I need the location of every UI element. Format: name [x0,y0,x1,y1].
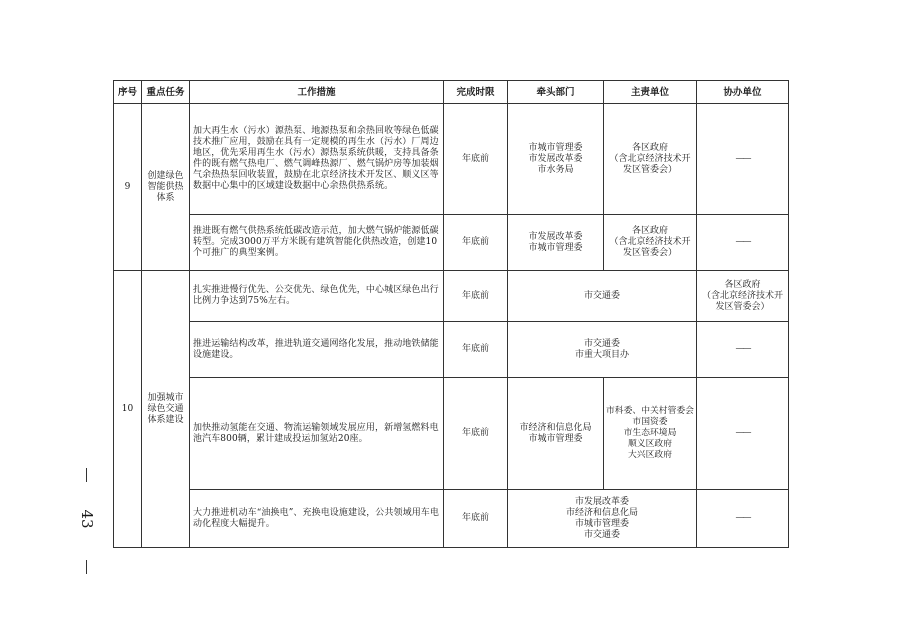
assist-unit-cell [697,215,789,271]
assist-unit-value: —— [735,344,750,354]
measure-cell: 加大再生水（污水）源热泵、地源热泵和余热回收等绿色低碳技术推广应用，鼓励在具有一定规模的再生水（污水）厂周边地区，优先采用再生水（污水）源热泵系统供暖，支持具备条件的既有燃气热电厂、燃气调峰热源厂、燃气锅炉房等加装烟气余热热泵回收装置，鼓励在北京经济技术开发区、顺义区等数据中心集中的区域建设数据中心余热供热系统。 [190,104,444,215]
assist-unit-cell [697,322,789,378]
page-number: 43 [78,509,96,529]
table-header-row [114,81,789,104]
measure-cell: 扎实推进慢行优先、公交优先、绿色优先，中心城区绿色出行比例力争达到75%左右。 [190,271,444,322]
main-unit-cell: 市科委、中关村管委会 市国资委 市生态环境局 顺义区政府 大兴区政府 [604,378,697,490]
seq-cell: 9 [114,104,142,271]
lead-main-merged-cell: 市交通委 [508,271,697,322]
task-cell: 加强城市 绿色交通 体系建设 [142,271,190,548]
lead-main-merged-cell: 市交通委 市重大项目办 [508,322,697,378]
lead-dept-cell: 市发展改革委 市城市管理委 [508,215,604,271]
assist-unit-value: —— [735,428,750,438]
measure-cell: 推进既有燃气供热系统低碳改造示范，加大燃气锅炉能源低碳转型。完成3000万平方米既有建筑智能化供热改造，创建10个可推广的典型案例。 [190,215,444,271]
header-measure: 工作措施 [190,81,444,104]
main-unit-cell: 各区政府 （含北京经济技术开发区管委会） [604,215,697,271]
table-row [114,490,789,548]
header-task: 重点任务 [142,81,190,104]
table-row [114,322,789,378]
lead-dept-cell: 市经济和信息化局 市城市管理委 [508,378,604,490]
task-table [113,80,789,548]
task-cell: 创建绿色 智能供热 体系 [142,104,190,271]
table-row [114,378,789,490]
assist-unit-value: —— [735,237,750,247]
measure-cell: 加快推动氢能在交通、物流运输领域发展应用，新增氢燃料电池汽车800辆，累计建成投运加氢站20座。 [190,378,444,490]
deadline-cell: 年底前 [444,271,508,322]
page-number-dash-top [86,468,87,482]
page-number-marker [72,468,102,578]
table-row [114,271,789,322]
measure-cell: 大力推进机动车“油换电”、充换电设施建设，公共领域用车电动化程度大幅提升。 [190,490,444,548]
header-deadline: 完成时限 [444,81,508,104]
deadline-cell: 年底前 [444,322,508,378]
page-number-dash-bottom [86,560,87,574]
assist-unit-value: —— [735,513,750,523]
assist-unit-cell [697,104,789,215]
assist-unit-value: —— [735,153,750,164]
assist-unit-cell: 各区政府 （含北京经济技术开发区管委会） [697,271,789,322]
seq-cell: 10 [114,271,142,548]
assist-unit-cell [697,490,789,548]
header-lead-dept: 牵头部门 [508,81,604,104]
table-row [114,215,789,271]
lead-main-merged-cell: 市发展改革委 市经济和信息化局 市城市管理委 市交通委 [508,490,697,548]
header-assist-unit: 协办单位 [697,81,789,104]
deadline-cell: 年底前 [444,215,508,271]
header-main-unit: 主责单位 [604,81,697,104]
deadline-cell: 年底前 [444,104,508,215]
lead-dept-cell: 市城市管理委 市发展改革委 市水务局 [508,104,604,215]
deadline-cell: 年底前 [444,378,508,490]
measure-cell: 推进运输结构改革，推进轨道交通网络化发展，推动地铁储能设施建设。 [190,322,444,378]
main-unit-cell: 各区政府 （含北京经济技术开发区管委会） [604,104,697,215]
assist-unit-cell [697,378,789,490]
deadline-cell: 年底前 [444,490,508,548]
table-row [114,104,789,215]
header-seq: 序号 [114,81,142,104]
